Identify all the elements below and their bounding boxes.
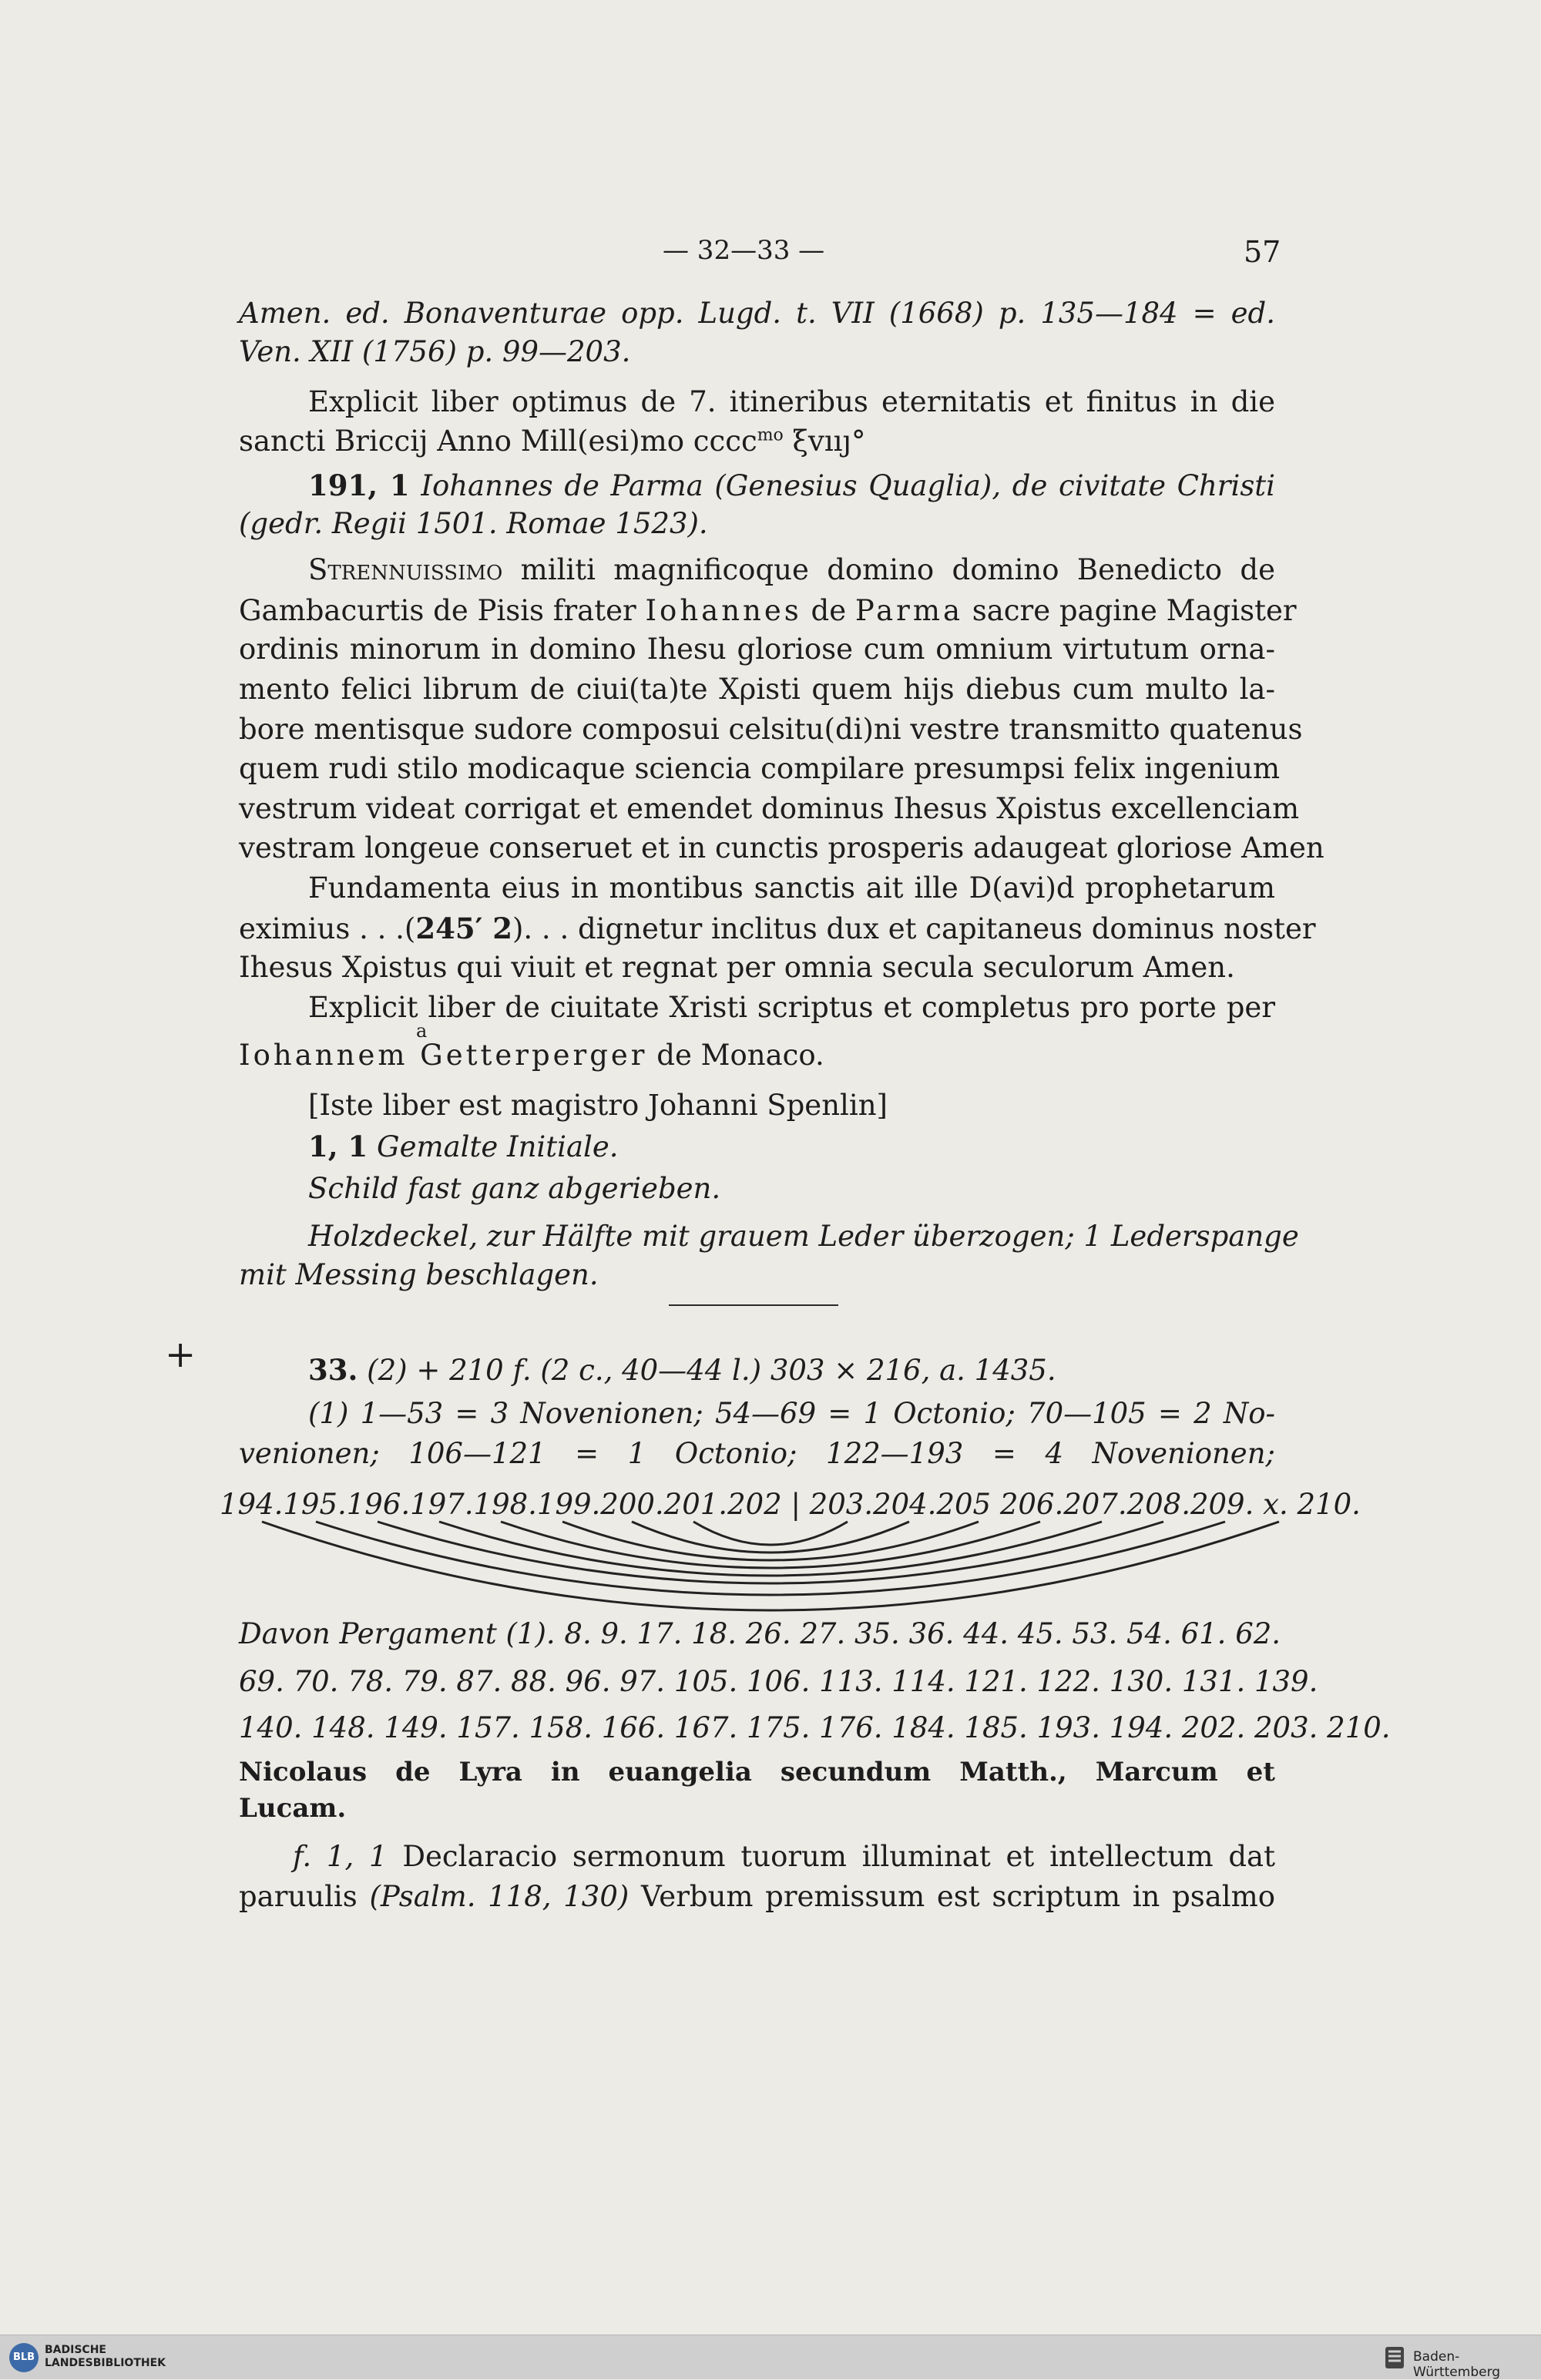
entry-191-heading: 191, 1 Iohannes de Parma (Genesius Quaglia), de civitate Christi [308,468,1276,502]
text-line: paruulis (Psalm. 118, 130) Verbum premissum est scriptum in psalmo [239,1880,1275,1913]
text-line: Iohannem Getterperger de Monaco. [239,1039,824,1072]
quire-brace-diagram [231,1506,1310,1614]
text-line: (1) 1—53 = 3 Novenionen; 54—69 = 1 Octonio; 70—105 = 2 No- [308,1397,1275,1430]
text-line: vestram longeue conseruet et in cunctis prosperis adaugeat gloriose Amen [239,831,1324,864]
running-title: — 32—33 — [663,235,825,266]
text-line: mit Messing beschlagen. [239,1258,599,1291]
section-divider [669,1304,838,1306]
text-line: Explicit liber optimus de 7. itineribus eternitatis et finitus in die [308,385,1275,418]
text-line: Strennuissimo militi magnificoque domino domino Benedicto de [308,553,1275,586]
brace-arc [262,1522,1279,1610]
text-line: sancti Briccij Anno Mill(esi)mo cccc$^{mo}$ ξvııȷ° [239,425,866,458]
text-line: vestrum videat corrigat et emendet dominus Ihesus Xρistus excellenciam [239,792,1300,825]
baden-wuerttemberg-label[interactable]: Baden-Württemberg [1413,2349,1501,2380]
blb-logo-icon[interactable]: BLB [9,2343,39,2372]
page-header [0,235,1541,274]
margin-plus-mark: + [165,1333,196,1376]
text-line: Davon Pergament (1). 8. 9. 17. 18. 26. 27. 35. 36. 44. 45. 53. 54. 61. 62. [239,1617,1281,1650]
brace-arc [693,1522,848,1545]
blb-library-label[interactable]: BADISCHE LANDESBIBLIOTHEK [45,2344,166,2369]
text-line: Ihesus Xρistus qui viuit et regnat per omnia secula seculorum Amen. [239,951,1235,984]
text-line: 140. 148. 149. 157. 158. 166. 167. 175. 176. 184. 185. 193. 194. 202. 203. 210. [239,1711,1391,1744]
leaf-numbers-line: 194.195.196.197.198.199.200.201.202 | 203.204.205 206.207.208.209. x. 210. [220,1488,1361,1521]
text-line: [Iste liber est magistro Johanni Spenlin] [308,1089,888,1122]
text-line: f. 1, 1 Declaracio sermonum tuorum illuminat et intellectum dat [293,1840,1275,1873]
small-caps-word: Strennuissimo [308,553,503,586]
text-line: 69. 70. 78. 79. 87. 88. 96. 97. 105. 106. 113. 114. 121. 122. 130. 131. 139. [239,1665,1318,1698]
work-title-line: Nicolaus de Lyra in euangelia secundum Matth., Marcum et [239,1757,1275,1788]
text-line: Schild fast ganz abgerieben. [308,1172,721,1205]
text-line: 1, 1 Gemalte Initiale. [308,1130,619,1163]
text-line: Holzdeckel, zur Hälfte mit grauem Leder überzogen; 1 Lederspange [308,1220,1299,1253]
text-line: mento felici librum de ciui(ta)te Xρisti quem hijs diebus cum multo la- [239,673,1275,706]
entry-33-heading: 33. (2) + 210 f. (2 c., 40—44 l.) 303 × 216, a. 1435. [308,1353,1056,1387]
superscript-letter: a [416,1020,428,1042]
viewer-footer-bar [0,2335,1541,2379]
work-title-line: Lucam. [239,1793,347,1824]
text-line: bore mentisque sudore composui celsitu(di)ni vestre transmitto quatenus [239,713,1303,746]
page-number: 57 [1244,235,1281,269]
text-line: ordinis minorum in domino Ihesu gloriose cum omnium virtutum orna- [239,633,1275,666]
baden-wuerttemberg-crest-icon[interactable] [1381,2344,1408,2372]
text-line: Fundamenta eius in montibus sanctis ait ille D(avi)d prophetarum [308,871,1275,905]
text-line: Ven. XII (1756) p. 99—203. [239,335,631,368]
text-line: (gedr. Regii 1501. Romae 1523). [239,507,708,540]
text-line: eximius . . .(245′ 2). . . dignetur inclitus dux et capitaneus dominus noster [239,911,1316,945]
text-line: Explicit liber de ciuitate Xristi scriptus et completus pro porte per [308,991,1275,1024]
text-line: quem rudi stilo modicaque sciencia compilare presumpsi felix ingenium [239,752,1281,785]
text-line: Amen. ed. Bonaventurae opp. Lugd. t. VII (1668) p. 135—184 = ed. [239,297,1275,330]
text-line: Gambacurtis de Pisis frater Iohannes de Parma sacre pagine Magister [239,594,1297,627]
brace-arc [632,1522,909,1553]
text-line: venionen; 106—121 = 1 Octonio; 122—193 = 4 Novenionen; [239,1437,1275,1470]
